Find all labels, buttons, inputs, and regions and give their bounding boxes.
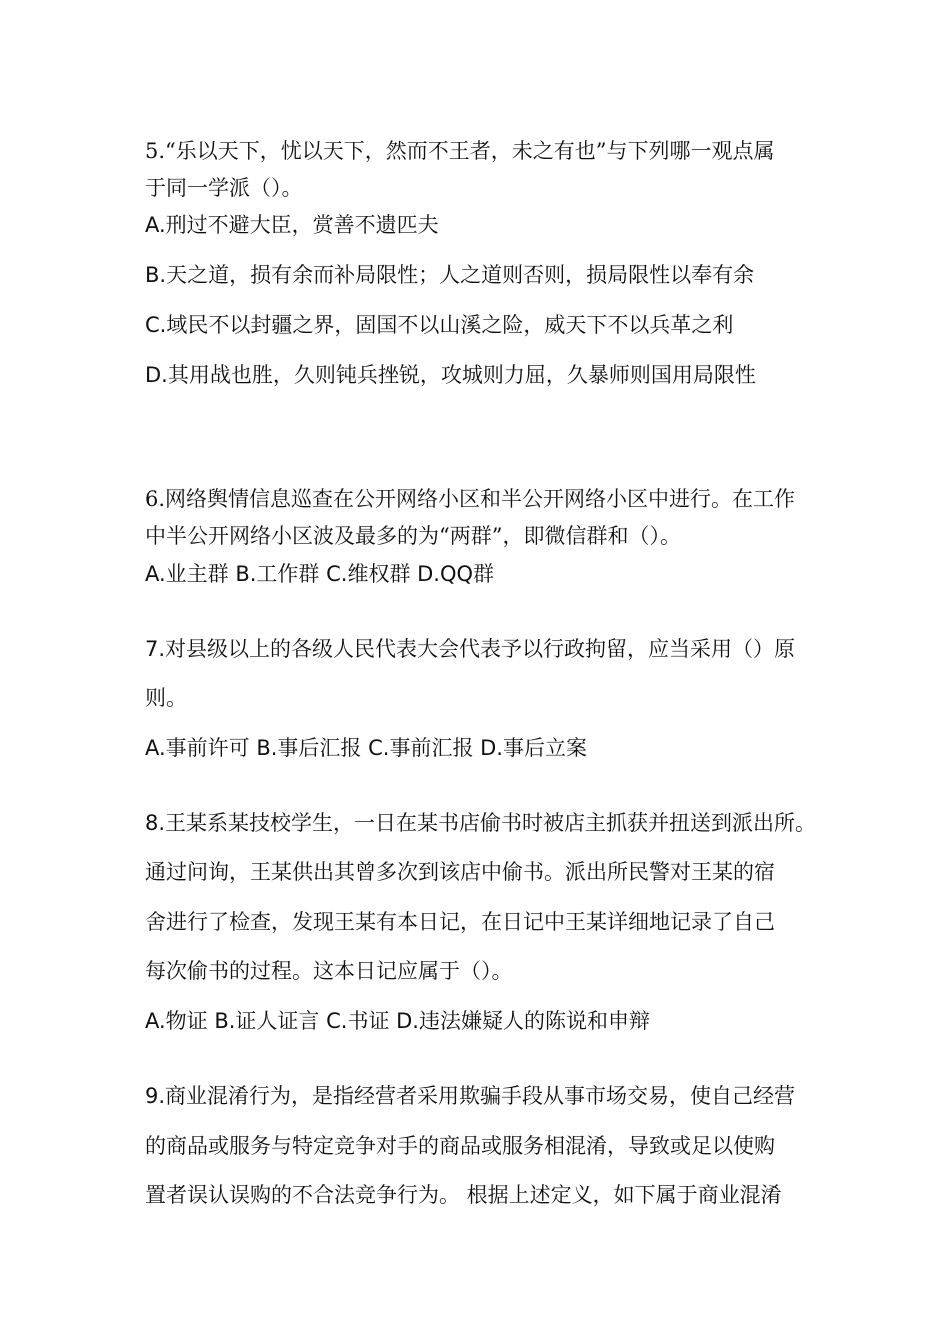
question-9-text-line-2: 的商品或服务与特定竞争对手的商品或服务相混淆，导致或足以使购 <box>145 1134 775 1158</box>
question-7-text-line-1: 7.对县级以上的各级人民代表大会代表予以行政拘留，应当采用（）原 <box>145 637 796 661</box>
question-9-text-line-3: 置者误认误购的不合法竞争行为。 根据上述定义，如下属于商业混淆 <box>145 1183 782 1207</box>
question-9-text-line-1: 9.商业混淆行为，是指经营者采用欺骗手段从事市场交易，使自己经营 <box>145 1084 796 1108</box>
question-5-text-line-1: 5.“乐以天下，忧以天下，然而不王者，未之有也”与下列哪一观点属 <box>145 139 775 163</box>
question-5-option-a: A.刑过不避大臣，赏善不遗匹夫 <box>145 213 439 237</box>
question-7-text-line-2: 则。 <box>145 686 187 710</box>
question-8-text-line-2: 通过问询，王某供出其曾多次到该店中偷书。派出所民警对王某的宿 <box>145 860 775 884</box>
question-5-option-b: B.天之道，损有余而补局限性；人之道则否则，损局限性以奉有余 <box>145 263 755 287</box>
question-6-text-line-2: 中半公开网络小区波及最多的为“两群”，即微信群和（）。 <box>145 524 681 548</box>
question-8-options: A.物证 B.证人证言 C.书证 D.违法嫌疑人的陈说和申辩 <box>145 1009 650 1033</box>
question-8-text-line-3: 舍进行了检查，发现王某有本日记，在日记中王某详细地记录了自己 <box>145 910 775 934</box>
question-5-text-line-2: 于同一学派（）。 <box>145 176 303 200</box>
question-6-text-line-1: 6.网络舆情信息巡查在公开网络小区和半公开网络小区中进行。在工作 <box>145 487 796 511</box>
question-7-options: A.事前许可 B.事后汇报 C.事前汇报 D.事后立案 <box>145 736 587 760</box>
question-8-text-line-1: 8.王某系某技校学生，一日在某书店偷书时被店主抓获并扭送到派出所。 <box>145 811 817 835</box>
question-5-option-c: C.域民不以封疆之界，固国不以山溪之险，威天下不以兵革之利 <box>145 313 734 337</box>
question-8-text-line-4: 每次偷书的过程。这本日记应属于（）。 <box>145 959 513 983</box>
question-5-option-d: D.其用战也胜，久则钝兵挫锐，攻城则力屈，久暴师则国用局限性 <box>145 363 756 387</box>
question-6-options: A.业主群 B.工作群 C.维权群 D.QQ群 <box>145 562 495 586</box>
